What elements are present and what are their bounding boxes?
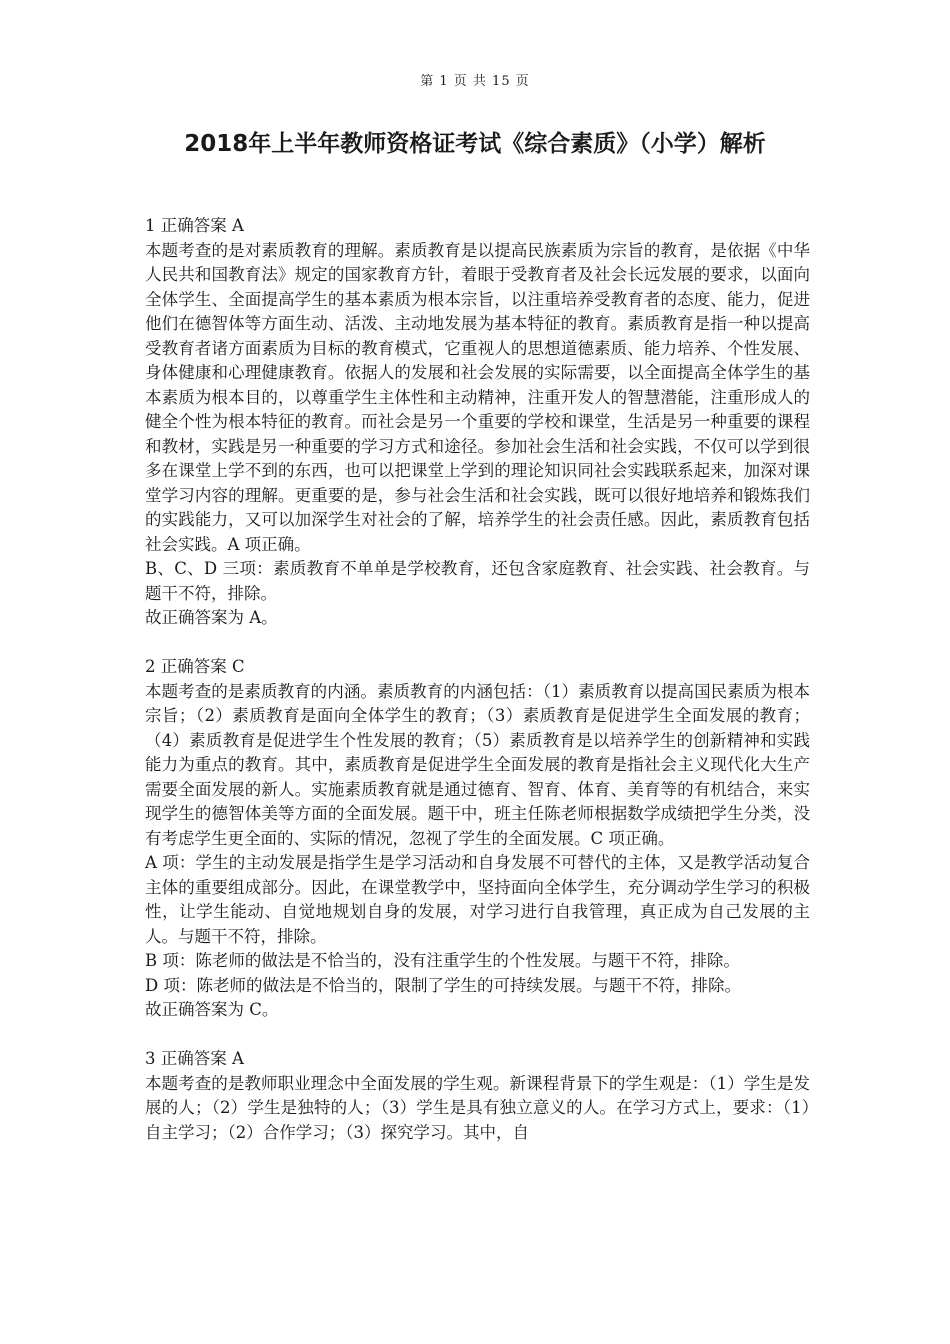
question-1-conclusion: 故正确答案为 A。: [145, 608, 278, 627]
question-1-explanation: 本题考查的是对素质教育的理解。素质教育是以提高民族素质为宗旨的教育，是依据《中华人民共和国教育法》规定的国家教育方针，着眼于受教育者及社会长远发展的要求，以面向全体学生、全面提高学生的基本素质为根本宗旨，以注重培养受教育者的态度、能力，促进他们在德智体等方面生动、活泼、主动地发展为基本特征的教育。素质教育是指一种以提高受教育者诸方面素质为目标的教育模式，它重视人的思想道德素质、能力培养、个性发展、身体健康和心理健康教育。依据人的发展和社会发展的实际需要，以全面提高全体学生的基本素质为根本目的，以尊重学生主体性和主动精神，注重开发人的智慧潜能，注重形成人的健全个性为根本特征的教育。而社会是另一个重要的学校和课堂，生活是另一种重要的课程和教材，实践是另一种重要的学习方式和途径。参加社会生活和社会实践，不仅可以学到很多在课堂上学不到的东西，也可以把课堂上学到的理论知识同社会实践联系起来，加深对课堂学习内容的理解。更重要的是，参与社会生活和社会实践，既可以很好地培养和锻炼我们的实践能力，又可以加深学生对社会的了解，培养学生的社会责任感。因此，素质教育包括社会实践。A 项正确。: [145, 240, 810, 554]
question-2-option-a: A 项：学生的主动发展是指学生是学习活动和自身发展不可替代的主体，又是教学活动复合主体的重要组成部分。因此，在课堂教学中，坚持面向全体学生，充分调动学生学习的积极性，让学生能动、自觉地规划自身的发展，对学习进行自我管理，真正成为自己发展的主人。与题干不符，排除。: [145, 853, 810, 946]
question-3: [145, 1047, 810, 1145]
question-2-explanation: 本题考查的是素质教育的内涵。素质教育的内涵包括：（1）素质教育以提高国民素质为根本宗旨；（2）素质教育是面向全体学生的教育；（3）素质教育是促进学生全面发展的教育；（4）素质教育是促进学生个性发展的教育；（5）素质教育是以培养学生的创新精神和实践能力为重点的教育。其中，素质教育是促进学生全面发展的教育是指社会主义现代化大生产需要全面发展的新人。实施素质教育就是通过德育、智育、体育、美育等的有机结合，来实现学生的德智体美等方面的全面发展。题干中，班主任陈老师根据数学成绩把学生分类，没有考虑学生更全面的、实际的情况，忽视了学生的全面发展。C 项正确。: [145, 681, 810, 848]
question-1-options-note: B、C、D 三项：素质教育不单单是学校教育，还包含家庭教育、社会实践、社会教育。与题干不符，排除。: [145, 559, 810, 603]
question-2-option-b: B 项：陈老师的做法是不恰当的，没有注重学生的个性发展。与题干不符，排除。: [145, 951, 740, 970]
question-1: [145, 214, 810, 631]
question-3-answer-heading: 3 正确答案 A: [145, 1049, 244, 1068]
document-title: 2018年上半年教师资格证考试《综合素质》（小学）解析: [184, 131, 766, 157]
question-2-answer-heading: 2 正确答案 C: [145, 657, 245, 676]
question-2-conclusion: 故正确答案为 C。: [145, 1000, 279, 1019]
page-number: 第 1 页 共 15 页: [420, 74, 530, 89]
question-1-answer-heading: 1 正确答案 A: [145, 216, 244, 235]
question-2-option-d: D 项：陈老师的做法是不恰当的，限制了学生的可持续发展。与题干不符，排除。: [145, 975, 741, 995]
document-body: [145, 214, 810, 1170]
question-2: [145, 655, 810, 1023]
question-3-explanation: 本题考查的是教师职业理念中全面发展的学生观。新课程背景下的学生观是：（1）学生是发展的人；（2）学生是独特的人；（3）学生是具有独立意义的人。在学习方式上，要求：（1）自主学习；（2）合作学习；（3）探究学习。其中，自: [145, 1073, 810, 1142]
